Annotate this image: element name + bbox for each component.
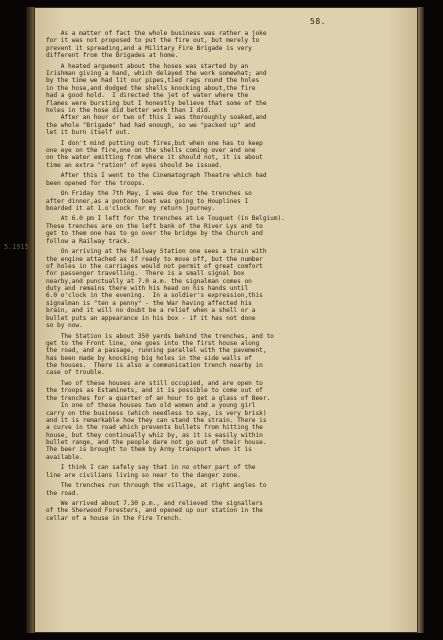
document-body <box>46 30 406 525</box>
text-line: the road, and a passage, running parallel with the pavement, <box>46 347 267 355</box>
paragraph <box>46 500 406 522</box>
text-line: boarded it at 1.o'clock for my return journey. <box>46 204 216 212</box>
margin-date-annotation: 5.1915 <box>4 243 29 251</box>
paragraph <box>46 172 406 187</box>
text-line: We arrived about 7.30 p.m., and relieved the signallers <box>46 500 263 508</box>
paragraph <box>46 248 406 329</box>
text-line: the houses. There is also a communication trench nearby in <box>46 362 263 370</box>
text-line: Irishman giving a hand, which delayed the work somewhat; and <box>46 70 267 78</box>
text-line: The Station is about 350 yards behind the trenches, and to <box>46 332 274 340</box>
text-line: flames were bursting but I honestly believe that some of the <box>46 99 267 107</box>
text-line: one eye on the fire,one on the shells coming over and one <box>46 147 256 155</box>
text-line: In one of these houses two old women and a young girl <box>46 402 256 410</box>
page-right-edge <box>418 7 424 633</box>
paragraph <box>46 140 406 170</box>
paragraph <box>46 215 406 245</box>
paragraph <box>46 333 406 377</box>
text-line: The trenches run through the village, at right angles to <box>46 482 267 490</box>
text-line: available. <box>46 453 83 461</box>
text-line: line are civilians living so near to the danger zone. <box>46 471 241 479</box>
paragraph <box>46 482 406 497</box>
text-line: 6.0 o'clock in the evening. In a soldier's expression,this <box>46 292 263 300</box>
text-line: time an extra "ration" of eyes should be issued. <box>46 161 223 169</box>
page-number: 58. <box>310 17 326 26</box>
text-line: been opened for the troops. <box>46 179 146 187</box>
text-line: of holes in the carriages would not permit of great comfort <box>46 262 263 270</box>
text-line: Two of these houses are still occupied, and are open to <box>46 379 263 387</box>
text-line: After an hour or two of this I was thoroughly soaked,and <box>46 114 267 122</box>
text-line: the road. <box>46 489 80 497</box>
text-line: for it was not proposed to put the fire out, but merely to <box>46 37 260 45</box>
text-line: house, but they continually whiz by, as it is easily within <box>46 431 263 439</box>
text-line: and it is remarkable how they can stand the strain. There is <box>46 416 267 424</box>
text-line: the trenches for a quarter of an hour to get a glass of Beer. <box>46 394 271 402</box>
text-line: on the water emitting from where it should not, it is about <box>46 154 263 162</box>
text-line: I think I can safely say that in no other part of the <box>46 464 256 472</box>
text-line: I don't mind putting out fires,but when one has to keep <box>46 139 263 147</box>
text-line: On Friday the 7th May, I was due for the trenches so <box>46 190 252 198</box>
text-line: holes in the hose did better work than I did. <box>46 107 212 114</box>
text-line: follow a Railway track. <box>46 237 131 245</box>
text-line: the troops as Estaminets, and it is possible to come out of <box>46 387 263 395</box>
text-line: for passenger travelling. There is a small signal box <box>46 270 245 278</box>
text-line: in the hose,and dodged the shells knocking about,the fire <box>46 84 256 92</box>
text-line: cellar of a house in the Fire Trench. <box>46 514 182 522</box>
text-line: has been made by knocking big holes in the side walls of <box>46 354 252 362</box>
text-line: the engine attached as if ready to move off, but the number <box>46 255 263 263</box>
text-line: duty and remains there with his head on his hands until <box>46 285 249 293</box>
text-line: brain, and it will no doubt be a relief when a shell or a <box>46 307 256 315</box>
page-left-edge <box>26 7 34 633</box>
paragraph <box>46 190 406 212</box>
text-line: so by now. <box>46 322 83 330</box>
text-line: bullet puts an appearance in his box - if it has not done <box>46 314 256 322</box>
text-line: The beer is brought to them by Army transport when it is <box>46 446 252 454</box>
paragraph <box>46 30 406 60</box>
text-line: case of trouble. <box>46 369 105 377</box>
text-line: the whole "Brigade" had had enough, so we "packed up" and <box>46 121 256 129</box>
text-line: different from the Brigades at home. <box>46 52 179 60</box>
text-line: a curve in the road which prevents bullets from hitting the <box>46 424 263 432</box>
text-line: let it burn itself out. <box>46 129 131 137</box>
text-line: After this I went to the Cinematograph Theatre which had <box>46 172 267 180</box>
text-line: nearby,and punctually at 7.0 a.m. the signalman comes on <box>46 277 252 285</box>
paragraph <box>46 63 406 137</box>
text-line: These trenches are on the left bank of the River Lys and to <box>46 222 263 230</box>
text-line: signalman is "ten a penny" - the War having affected his <box>46 299 252 307</box>
text-line: after dinner,as a pontoon boat was going to Houplines I <box>46 197 249 205</box>
text-line: by the time we had lit our pipes,tied rags round the holes <box>46 77 260 85</box>
text-line: had a good hold. I directed the jet of water where the <box>46 92 249 100</box>
paragraph <box>46 464 406 479</box>
text-line: carry on the business (which needless to say, is very brisk) <box>46 409 267 417</box>
paragraph <box>46 380 406 461</box>
text-line: bullet range, and the people dare not go out of their house. <box>46 439 267 447</box>
text-line: prevent it spreading,and a Military Fire Brigade is very <box>46 44 252 52</box>
text-line: get to the Front line, one goes into the first house along <box>46 339 260 347</box>
text-line: of the Sherwood Foresters, and opened up our station in the <box>46 507 263 515</box>
text-line: A heated argument about the hoses was started by an <box>46 62 249 70</box>
text-line: get to them one has to go over the bridge by the Church and <box>46 230 263 238</box>
text-line: At 6.0 pm I left for the trenches at Le Touquet (in Belgium). <box>46 215 285 223</box>
text-line: On arriving at the Railway Station one sees a train with <box>46 248 267 256</box>
text-line: As a matter of fact the whole business was rather a joke <box>46 30 267 37</box>
